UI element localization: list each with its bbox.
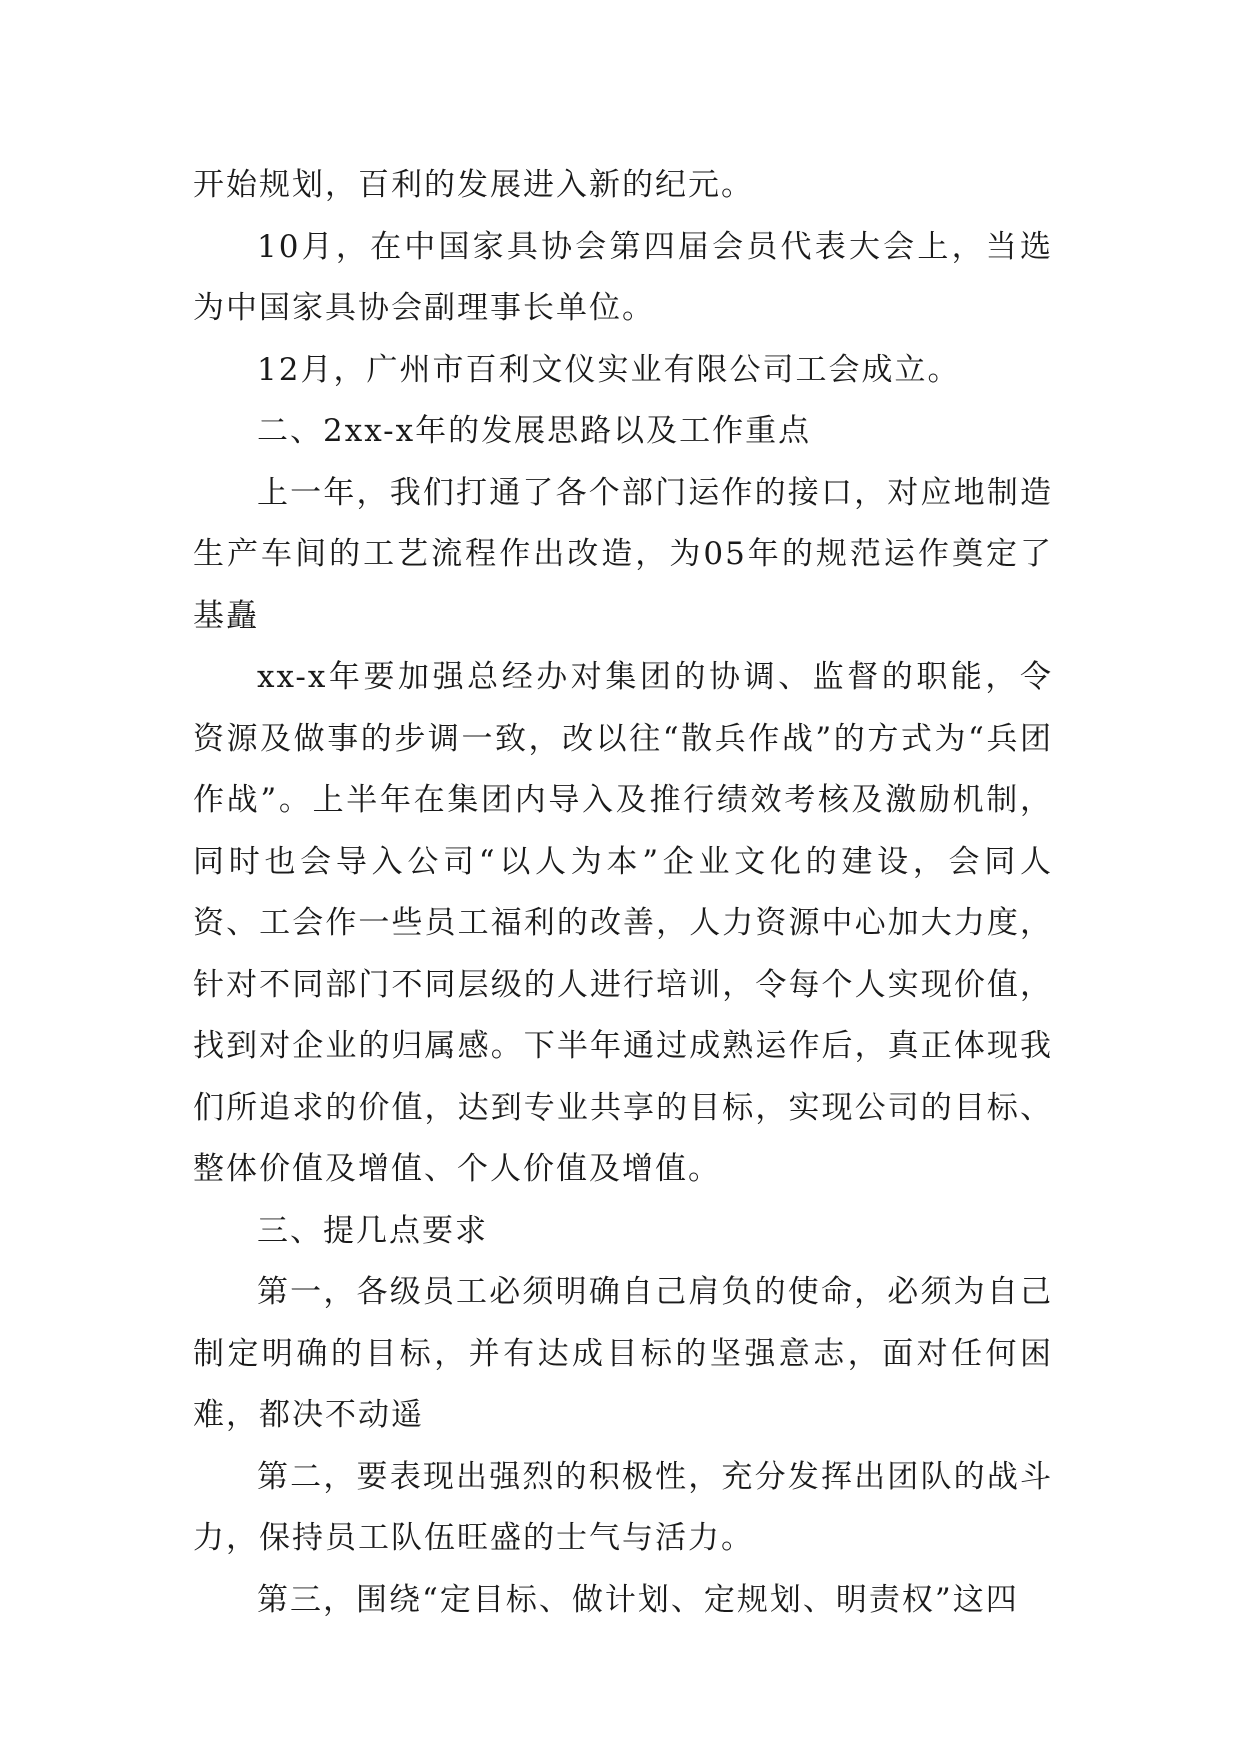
paragraph: 第一，各级员工必须明确自己肩负的使命，必须为自己制定明确的目标，并有达成目标的坚强意志，面对任何困难，都决不动遥: [193, 1274, 1053, 1433]
paragraph: 12月，广州市百利文仪实业有限公司工会成立。: [257, 351, 961, 388]
paragraph: xx-x年要加强总经办对集团的协调、监督的职能，令资源及做事的步调一致，改以往“散兵作战”的方式为“兵团作战”。上半年在集团内导入及推行绩效考核及激励机制，同时也会导入公司“以人为本”企业文化的建设，会同人资、工会作一些员工福利的改善，人力资源中心加大力度，针对不同部门不同层级的人进行培训，令每个人实现价值，找到对企业的归属感。下半年通过成熟运作后，真正体现我们所追求的价值，达到专业共享的目标，实现公司的目标、整体价值及增值、个人价值及增值。: [193, 659, 1053, 1187]
paragraph: 开始规划，百利的发展进入新的纪元。: [193, 167, 754, 203]
document-body: [193, 155, 1053, 1631]
paragraph: 上一年，我们打通了各个部门运作的接口，对应地制造生产车间的工艺流程作出改造，为05年的规范运作奠定了基矗: [193, 474, 1053, 634]
section-heading: 三、提几点要求: [257, 1212, 488, 1249]
paragraph: 10月，在中国家具协会第四届会员代表大会上，当选为中国家具协会副理事长单位。: [193, 228, 1053, 326]
paragraph: 第三，围绕“定目标、做计划、定规划、明责权”这四: [257, 1581, 1019, 1618]
paragraph: 第二，要表现出强烈的积极性，充分发挥出团队的战斗力，保持员工队伍旺盛的士气与活力。: [193, 1458, 1053, 1556]
section-heading: 二、2xx-x年的发展思路以及工作重点: [257, 413, 812, 449]
